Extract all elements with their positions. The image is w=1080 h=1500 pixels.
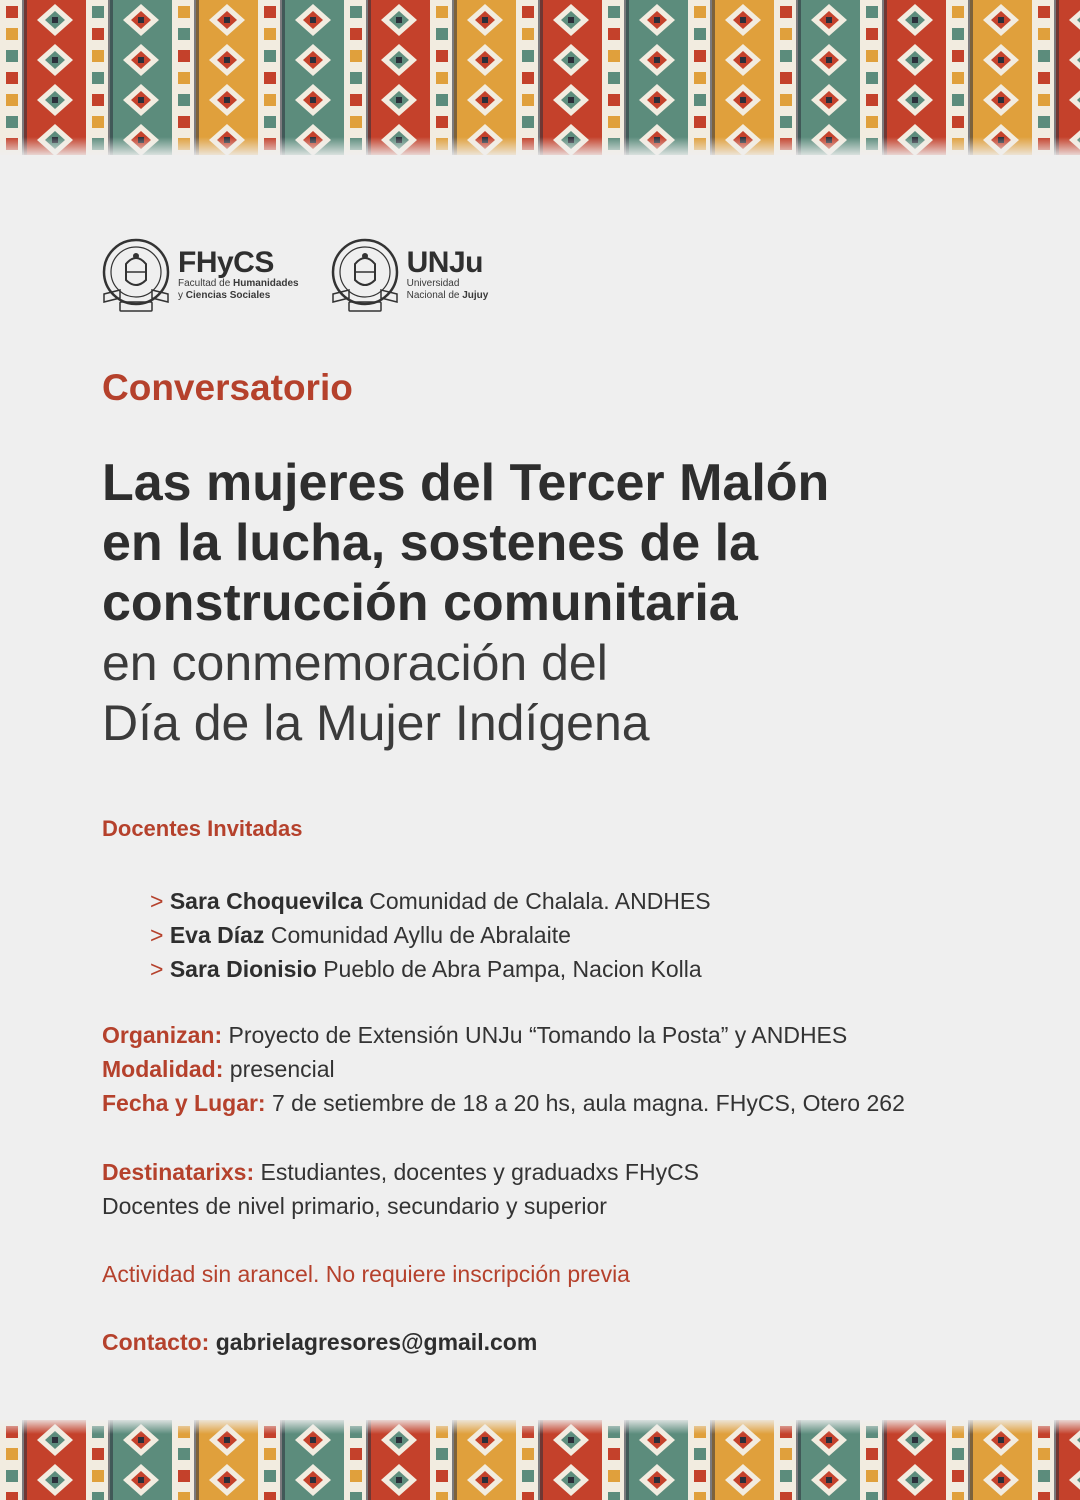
guest-list xyxy=(150,884,711,986)
fhycs-logo xyxy=(100,234,299,316)
event-details xyxy=(102,1018,905,1120)
unju-line1: Universidad xyxy=(406,278,460,289)
fhycs-subtitle xyxy=(178,278,299,302)
fhycs-line2-text: y xyxy=(178,290,186,301)
audience-label: Destinatarixs: xyxy=(102,1159,255,1185)
guest-name: Sara Dionisio xyxy=(169,956,317,982)
modality-row xyxy=(102,1052,905,1086)
title-line: en la lucha, sostenes de la xyxy=(102,514,759,572)
chevron-right-icon: > xyxy=(150,888,164,914)
guest-item xyxy=(150,918,711,952)
top-textile-band xyxy=(0,0,1080,155)
subtitle-line: Día de la Mujer Indígena xyxy=(102,695,650,751)
organizers-row xyxy=(102,1018,905,1052)
unju-line2-text: Nacional de xyxy=(406,290,463,301)
guests-heading: Docentes Invitadas xyxy=(102,816,303,841)
guest-item xyxy=(150,952,711,986)
title-line: construcción comunitaria xyxy=(102,574,738,632)
title-line: Las mujeres del Tercer Malón xyxy=(102,454,830,512)
unju-name: UNJu xyxy=(406,246,483,279)
fhycs-line2-bold: Ciencias Sociales xyxy=(185,290,271,301)
guest-detail: Comunidad de Chalala. ANDHES xyxy=(369,888,711,914)
audience-value: Estudiantes, docentes y graduadxs FHyCS xyxy=(260,1159,700,1185)
audience xyxy=(102,1155,699,1223)
audience-row xyxy=(102,1155,699,1189)
fhycs-line1-text: Facultad de xyxy=(178,278,234,289)
contact-label: Contacto: xyxy=(102,1329,210,1355)
university-seal-icon xyxy=(100,234,172,316)
contact-row xyxy=(102,1325,537,1359)
date-place-row xyxy=(102,1086,905,1120)
guest-item xyxy=(150,884,711,918)
organizers-label: Organizan: xyxy=(102,1022,223,1048)
guest-name: Sara Choquevilca xyxy=(169,888,363,914)
organizers-value: Proyecto de Extensión UNJu “Tomando la Posta” y ANDHES xyxy=(228,1022,848,1048)
unju-subtitle xyxy=(407,278,489,302)
date-place-label: Fecha y Lugar: xyxy=(102,1090,266,1116)
modality-value: presencial xyxy=(229,1056,335,1082)
guest-name: Eva Díaz xyxy=(169,922,265,948)
chevron-right-icon: > xyxy=(150,956,164,982)
guest-detail: Comunidad Ayllu de Abralaite xyxy=(270,922,571,948)
audience-line2: Docentes de nivel primario, secundario y superior xyxy=(102,1193,607,1219)
contact-email[interactable]: gabrielagresores@gmail.com xyxy=(215,1329,538,1355)
bottom-textile-band xyxy=(0,1420,1080,1500)
unju-line2-bold: Jujuy xyxy=(462,290,489,301)
fhycs-line1-bold: Humanidades xyxy=(233,278,299,289)
chevron-right-icon: > xyxy=(150,922,164,948)
subtitle-line: en conmemoración del xyxy=(102,635,608,691)
date-place-value: 7 de setiembre de 18 a 20 hs, aula magna. FHyCS, Otero 262 xyxy=(272,1090,905,1116)
institution-logos xyxy=(100,230,518,320)
event-type: Conversatorio xyxy=(102,367,353,408)
free-activity-note: Actividad sin arancel. No requiere inscripción previa xyxy=(102,1261,630,1287)
modality-label: Modalidad: xyxy=(102,1056,224,1082)
event-title xyxy=(102,453,1002,753)
unju-logo xyxy=(329,234,489,316)
guest-detail: Pueblo de Abra Pampa, Nacion Kolla xyxy=(323,956,702,982)
university-seal-icon xyxy=(329,234,401,316)
fhycs-name: FHyCS xyxy=(178,246,274,279)
